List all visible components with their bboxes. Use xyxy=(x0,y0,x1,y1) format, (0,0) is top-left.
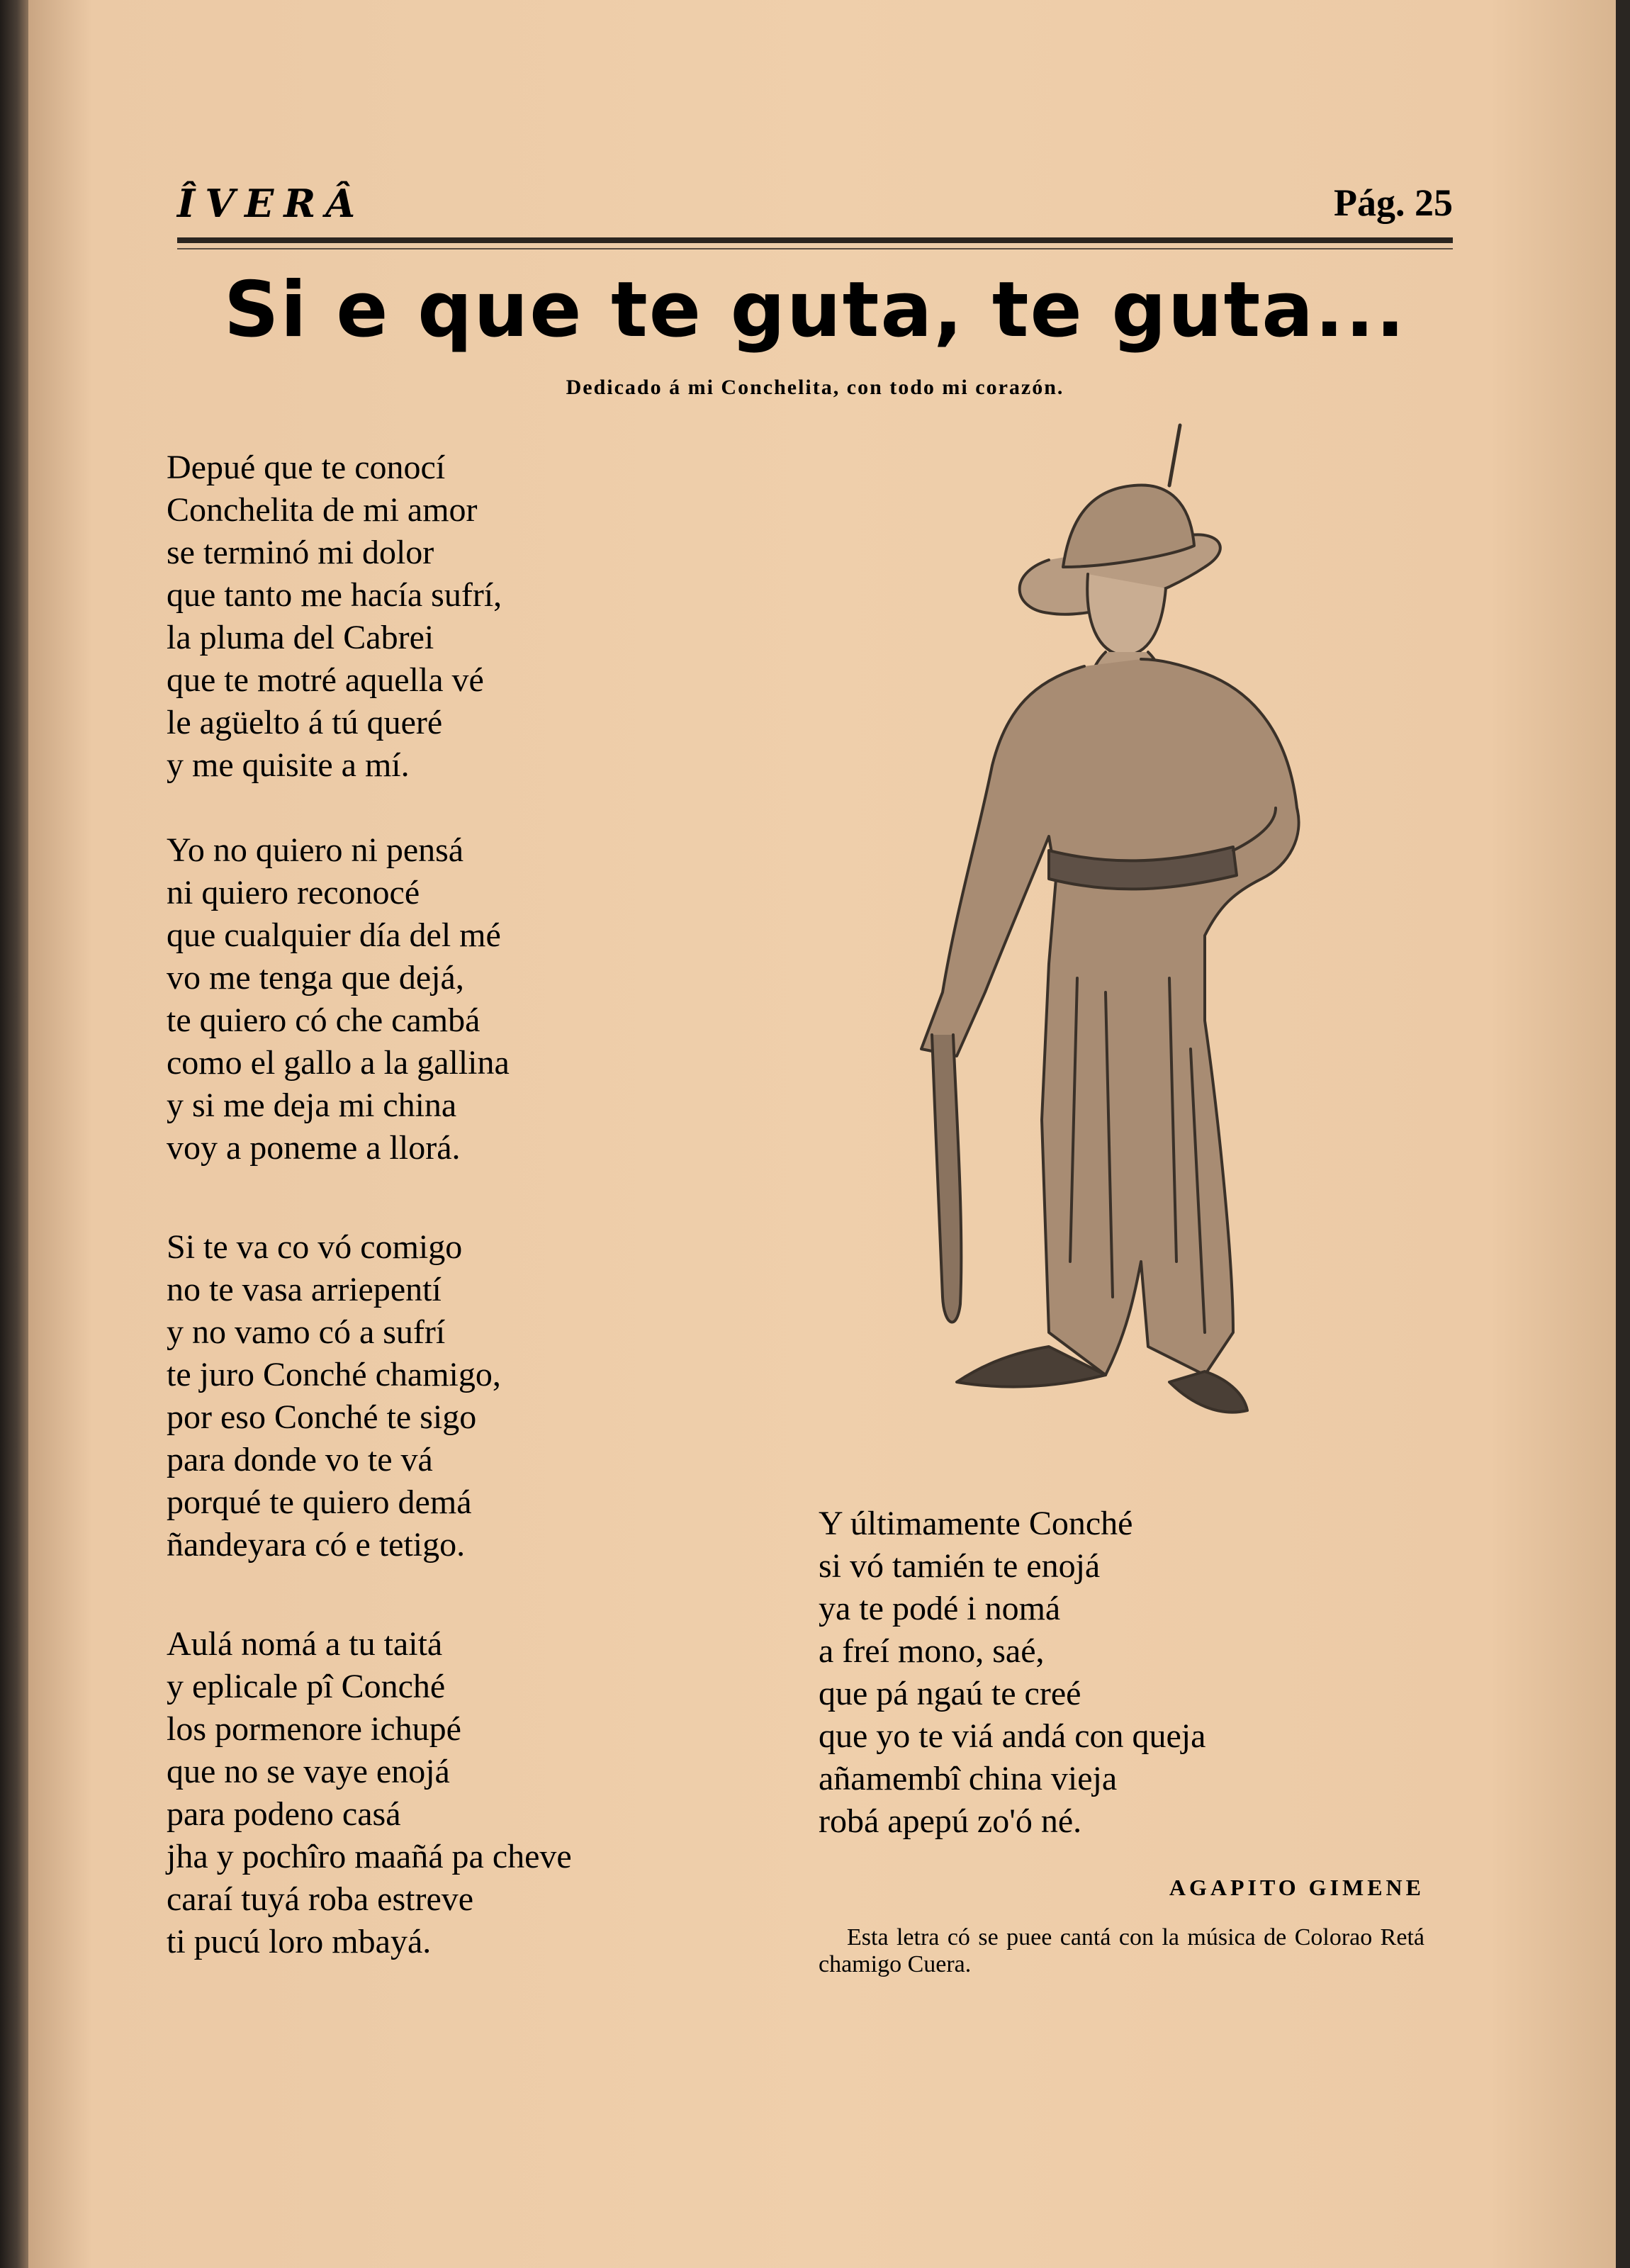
stanza-2: Yo no quiero ni pensá ni quiero reconocé que cualquier día del mé vo me tenga que dejá, te quiero có che cambá como el gallo a la gallina y si me deja mi china voy a poneme a llorá. xyxy=(167,831,510,1167)
stanza-4: Aulá nomá a tu taitá y eplicale pî Conché los pormenore ichupé que no se vaye enojá para podeno casá jha y pochîro maañá pa cheve caraí tuyá roba estreve ti pucú loro mbayá. xyxy=(167,1625,572,1960)
author-signature: AGAPITO GIMENE xyxy=(1169,1875,1424,1900)
stanza-1: Depué que te conocí Conchelita de mi amor se terminó mi dolor que tanto me hacía sufrí, la pluma del Cabrei que te motré aquella vé le agüelto á tú queré y me quisite a mí. xyxy=(167,449,502,784)
magazine-title: ÎVERÂ xyxy=(177,181,366,226)
poem-dedication: Dedicado á mi Conchelita, con todo mi corazón. xyxy=(566,376,1064,399)
page-number: Pág. 25 xyxy=(1334,181,1453,224)
stanza-5: Y últimamente Conché si vó tamién te enojá ya te podé i nomá a freí mono, saé, que pá ngaú te creé que yo te viá andá con queja añamembî china vieja robá apepú zo'ó né. xyxy=(819,1505,1206,1840)
stanza-3: Si te va co vó comigo no te vasa arriepentí y no vamo có a sufrí te juro Conché chamigo, por eso Conché te sigo para donde vo te vá porqué te quiero demá ñandeyara có e tetigo. xyxy=(167,1228,501,1564)
book-binding xyxy=(0,0,28,2268)
page-header xyxy=(177,181,1453,237)
music-note: Esta letra có se puee cantá con la música de Colorao Retá chamigo Cuera. xyxy=(819,1924,1424,1977)
header-rule-thin xyxy=(177,248,1453,249)
gaucho-illustration xyxy=(836,411,1389,1474)
header-rule xyxy=(177,237,1453,243)
poem-title: Si e que te guta, te guta... xyxy=(223,266,1407,354)
